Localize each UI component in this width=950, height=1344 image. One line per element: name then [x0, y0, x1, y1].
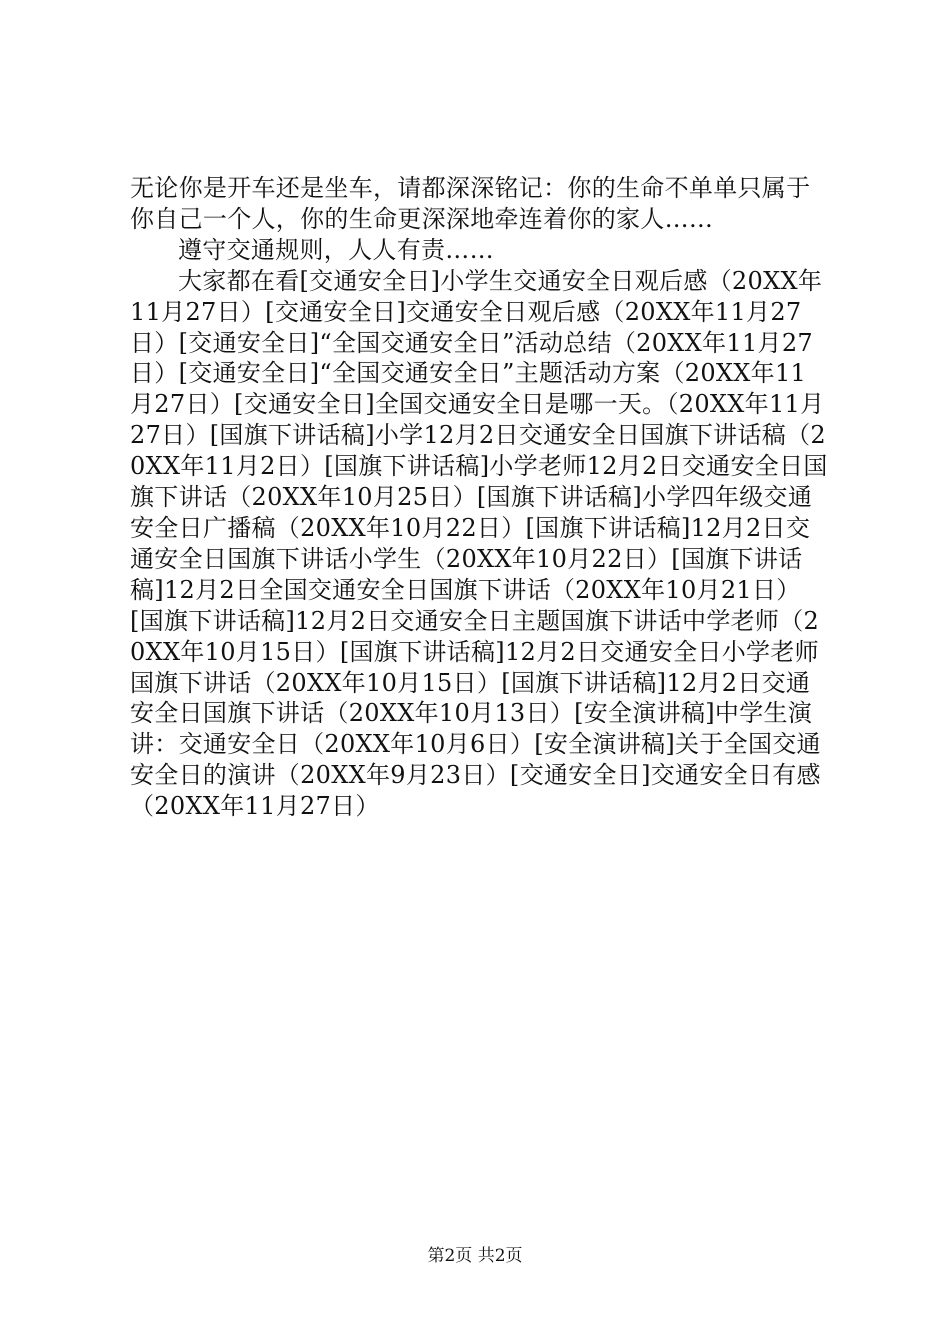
paragraph-closing-reminder: 无论你是开车还是坐车，请都深深铭记：你的生命不单单只属于你自己一个人，你的生命更深深地牵连着你的家人…… — [130, 174, 811, 233]
page-number-footer: 第2页 共2页 — [427, 1246, 523, 1266]
document-body — [130, 173, 830, 822]
paragraph-related-articles: 大家都在看[交通安全日]小学生交通安全日观后感（20XX年11月27日）[交通安全日]交通安全日观后感（20XX年11月27日）[交通安全日]“全国交通安全日”活动总结（20XX年11月27日）[交通安全日]“全国交通安全日”主题活动方案（20XX年11月27日）[交通安全日]全国交通安全日是哪一天。（20XX年11月27日）[国旗下讲话稿]小学12月2日交通安全日国旗下讲话稿（20XX年11月2日）[国旗下讲话稿]小学老师12月2日交通安全日国旗下讲话（20XX年10月25日）[国旗下讲话稿]小学四年级交通安全日广播稿（20XX年10月22日）[国旗下讲话稿]12月2日交通安全日国旗下讲话小学生（20XX年10月22日）[国旗下讲话稿]12月2日全国交通安全日国旗下讲话（20XX年10月21日）[国旗下讲话稿]12月2日交通安全日主题国旗下讲话中学老师（20XX年10月15日）[国旗下讲话稿]12月2日交通安全日小学老师国旗下讲话（20XX年10月15日）[国旗下讲话稿]12月2日交通安全日国旗下讲话（20XX年10月13日）[安全演讲稿]中学生演讲：交通安全日（20XX年10月6日）[安全演讲稿]关于全国交通安全日的演讲（20XX年9月23日）[交通安全日]交通安全日有感（20XX年11月27日） — [130, 266, 828, 821]
paragraph-traffic-rules: 遵守交通规则，人人有责…… — [178, 235, 494, 264]
